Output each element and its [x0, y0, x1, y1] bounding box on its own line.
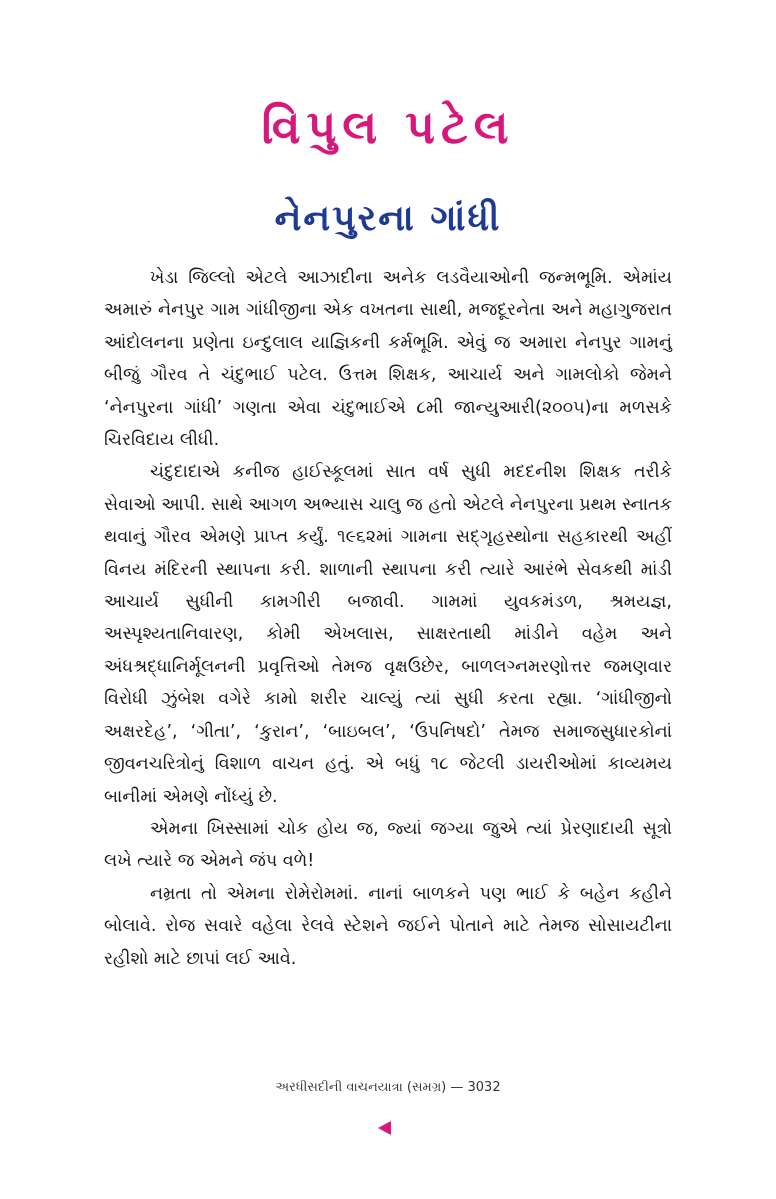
paragraph-4: નમ્રતા તો એમના રોમેરોમમાં. નાનાં બાળકને પણ ભાઈ કે બહેન કહીને બોલાવે. રોજ સવારે વહેલા રેલવે સ્ટેશને જઈને પોતાને માટે તેમજ સોસાયટીના રહીશો માટે છાપાં લઈ આવે.: [104, 883, 672, 969]
article-body: [104, 262, 672, 975]
paragraph-1: ખેડા જિલ્લો એટલે આઝાદીના અનેક લડવૈયાઓની જન્મભૂમિ. એમાંય અમારું નેનપુર ગામ ગાંધીજીના એક વખતના સાથી, મજદૂરનેતા અને મહાગુજરાત આંદોલનના પ્રણેતા ઇન્દુલાલ યાજ્ઞિકની કર્મભૂમિ. એવું જ અમારા નેનપુર ગામનું બીજું ગૌરવ તે ચંદુભાઈ પટેલ. ઉત્તમ શિક્ષક, આચાર્ય અને ગામલોકો જેમને ‘નેનપુરના ગાંધી’ ગણતા એવા ચંદુભાઈએ ૮મી જાન્યુઆરી(૨૦૦૫)ના મળસકે ચિરવિદાય લીધી.: [104, 268, 672, 451]
paragraph-2: ચંદુદાદાએ કનીજ હાઈસ્કૂલમાં સાત વર્ષ સુધી મદદનીશ શિક્ષક તરીકે સેવાઓ આપી. સાથે આગળ અભ્યાસ ચાલુ જ હતો એટલે નેનપુરના પ્રથમ સ્નાતક થવાનું ગૌરવ એમણે પ્રાપ્ત કર્યું. ૧૯૬૨માં ગામના સદ્ગૃહસ્થોના સહકારથી અહીં વિનય મંદિરની સ્થાપના કરી. શાળાની સ્થાપના કરી ત્યારે આરંભે સેવકથી માંડી આચાર્ય સુધીની કામગીરી બજાવી. ગામમાં યુવકમંડળ, શ્રમયજ્ઞ, અસ્પૃશ્યતાનિવારણ, કોમી એખલાસ, સાક્ષરતાથી માંડીને વહેમ અને અંધશ્રદ્ધાનિર્મૂલનની પ્રવૃત્તિઓ તેમજ વૃક્ષઉછેર, બાળલગ્નમરણોત્તર જમણવાર વિરોધી ઝુંબેશ વગેરે કામો શરીર ચાલ્યું ત્યાં સુધી કરતા રહ્યા. ‘ગાંધીજીનો અક્ષરદેહ’, ‘ગીતા’, ‘કુરાન’, ‘બાઇબલ’, ‘ઉપનિષદો’ તેમજ સમાજસુધારકોનાં જીવનચરિત્રોનું વિશાળ વાચન હતું. એ બધું ૧૮ જેટલી ડાયરીઓમાં કાવ્યમય બાનીમાં એમણે નોંધ્યું છે.: [104, 462, 672, 807]
paragraph-3: એમના ખિસ્સામાં ચોક હોય જ, જ્યાં જગ્યા જુએ ત્યાં પ્રેરણાદાયી સૂત્રો લખે ત્યારે જ એમને જંપ વળે!: [104, 818, 672, 872]
previous-page-icon[interactable]: [374, 1117, 394, 1139]
article-title: નેનપુરના ગાંધી: [274, 198, 502, 239]
triangle-left-icon: [378, 1121, 391, 1135]
page-footer: અરધીસદીની વાચનયાત્રા (સમગ્ર) — 3032: [275, 1080, 501, 1095]
author-name: વિપુલ પટેલ: [261, 100, 515, 154]
